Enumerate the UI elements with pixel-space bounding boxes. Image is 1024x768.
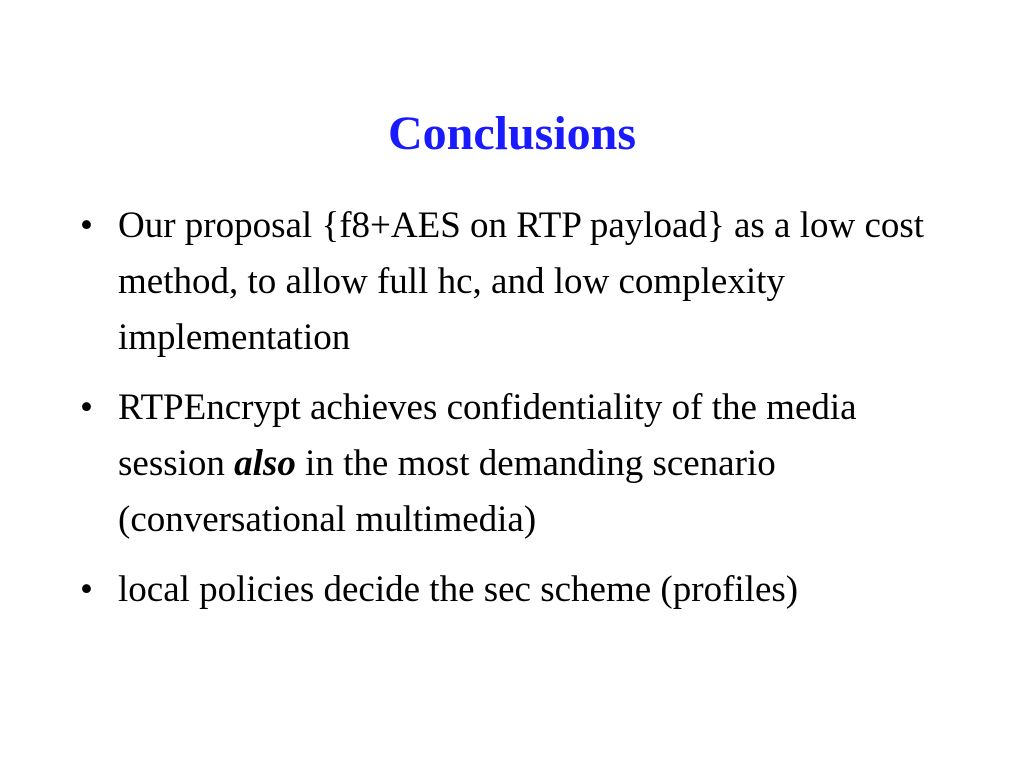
bullet-item-rtpencrypt [80, 380, 960, 548]
bullet-emphasis: also [234, 443, 296, 484]
bullet-list [80, 198, 960, 632]
bullet-icon: • [80, 569, 93, 610]
slide-title: Conclusions [387, 107, 637, 160]
bullet-item-proposal [80, 198, 960, 366]
bullet-text: local policies decide the sec scheme (profiles) [118, 569, 799, 610]
bullet-item-policies [80, 562, 960, 618]
bullet-text-after: in the most demanding scenario (conversational multimedia) [118, 443, 776, 540]
bullet-icon: • [80, 205, 93, 246]
bullet-text: Our proposal {f8+AES on RTP payload} as a low cost method, to allow full hc, and low complexity implementation [118, 205, 925, 358]
bullet-icon: • [80, 387, 93, 428]
bullet-text-before: RTPEncrypt achieves confidentiality of the media session [118, 387, 857, 484]
